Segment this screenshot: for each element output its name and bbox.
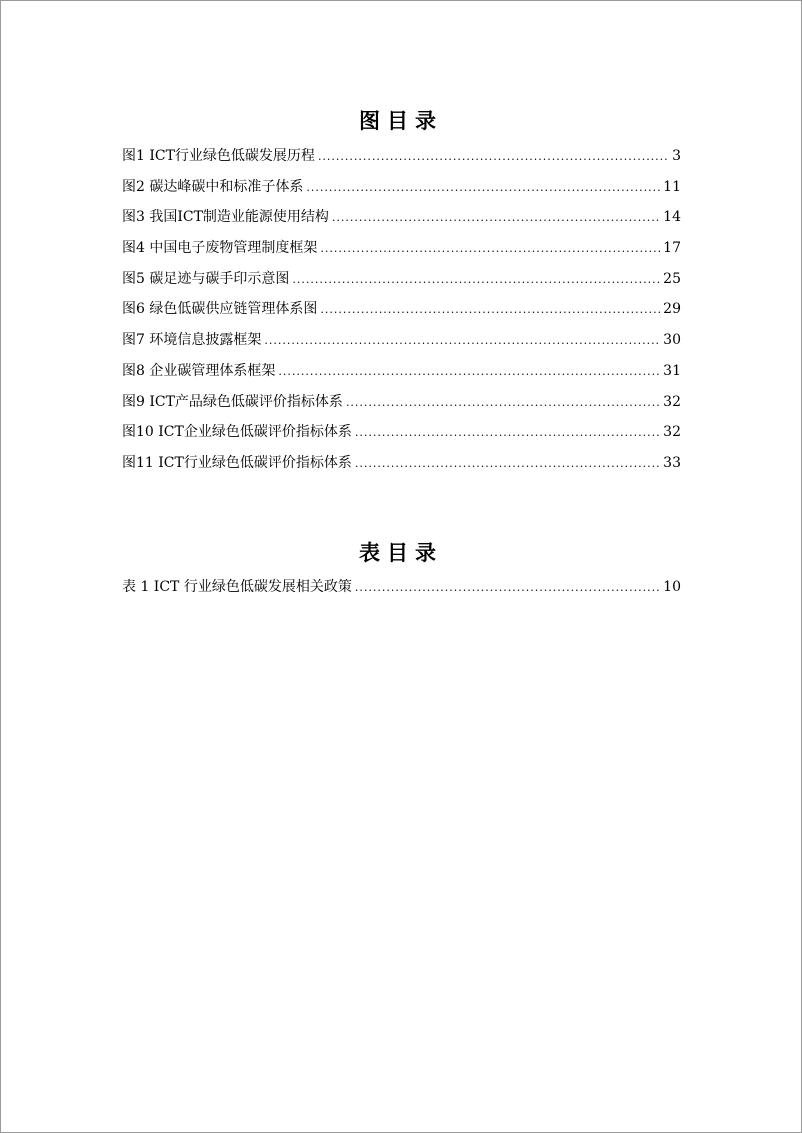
toc-entry-label: 图10 ICT企业绿色低碳评价指标体系	[122, 424, 352, 441]
toc-entry[interactable]	[122, 269, 681, 300]
toc-entry-label: 图5 碳足迹与碳手印示意图	[122, 270, 290, 287]
toc-entry-page: 30	[663, 332, 681, 349]
toc-entry-page: 25	[663, 270, 681, 287]
toc-entry[interactable]	[122, 392, 681, 423]
toc-entry[interactable]	[122, 330, 681, 361]
toc-entry[interactable]	[122, 453, 681, 484]
toc-entry-page: 17	[663, 240, 681, 257]
dot-leader	[355, 578, 660, 598]
figures-toc-title: 图目录	[359, 109, 443, 133]
toc-entry-label: 表 1 ICT 行业绿色低碳发展相关政策	[122, 579, 352, 595]
toc-entry-page: 14	[663, 209, 681, 226]
toc-entry-page: 3	[672, 148, 681, 164]
toc-entry[interactable]	[122, 177, 681, 208]
toc-entry-label: 图6 绿色低碳供应链管理体系图	[122, 301, 318, 318]
dot-leader	[332, 208, 660, 228]
dot-leader	[355, 423, 660, 443]
toc-entry-label: 图11 ICT行业绿色低碳评价指标体系	[122, 454, 352, 471]
toc-entry[interactable]	[122, 146, 681, 177]
dot-leader	[278, 362, 660, 382]
dot-leader	[318, 147, 669, 167]
dot-leader	[320, 300, 660, 320]
figures-toc-list	[122, 146, 681, 484]
dot-leader	[346, 393, 660, 413]
toc-entry[interactable]	[122, 577, 681, 608]
toc-entry-label: 图2 碳达峰碳中和标准子体系	[122, 178, 304, 195]
toc-entry[interactable]	[122, 361, 681, 392]
toc-entry-page: 32	[663, 393, 681, 410]
toc-entry[interactable]	[122, 238, 681, 269]
toc-entry[interactable]	[122, 207, 681, 238]
toc-entry-label: 图9 ICT产品绿色低碳评价指标体系	[122, 393, 343, 410]
toc-entry-label: 图3 我国ICT制造业能源使用结构	[122, 209, 329, 226]
tables-toc-title: 表目录	[359, 541, 443, 565]
toc-entry[interactable]	[122, 299, 681, 330]
toc-entry-page: 32	[663, 424, 681, 441]
toc-entry-page: 33	[663, 454, 681, 471]
toc-entry-page: 10	[663, 579, 681, 595]
toc-entry-page: 11	[663, 178, 681, 195]
toc-entry-label: 图1 ICT行业绿色低碳发展历程	[122, 148, 315, 164]
toc-entry-label: 图7 环境信息披露框架	[122, 332, 262, 349]
dot-leader	[306, 178, 660, 198]
dot-leader	[320, 239, 660, 259]
toc-entry[interactable]	[122, 422, 681, 453]
dot-leader	[355, 454, 660, 474]
toc-entry-page: 31	[663, 362, 681, 379]
dot-leader	[264, 331, 660, 351]
toc-entry-page: 29	[663, 301, 681, 318]
tables-toc-list	[122, 577, 681, 608]
toc-entry-label: 图4 中国电子废物管理制度框架	[122, 240, 318, 257]
dot-leader	[292, 270, 660, 290]
toc-entry-label: 图8 企业碳管理体系框架	[122, 362, 276, 379]
